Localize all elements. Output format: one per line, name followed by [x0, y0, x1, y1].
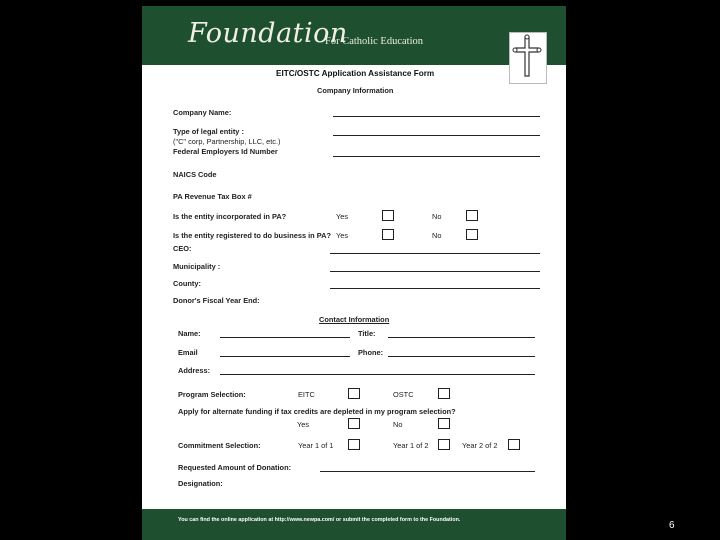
contact-phone-label: Phone:	[358, 348, 384, 357]
incorporated-yes-checkbox[interactable]	[382, 210, 394, 221]
alternate-no-label: No	[393, 420, 403, 429]
form-page	[142, 6, 566, 540]
ostc-label: OSTC	[393, 390, 414, 399]
company-heading: Company Information	[317, 86, 394, 95]
pa-revenue-label: PA Revenue Tax Box #	[173, 192, 252, 201]
ceo-label: CEO:	[173, 244, 192, 253]
year2of2-checkbox[interactable]	[508, 439, 520, 450]
incorporated-no-checkbox[interactable]	[466, 210, 478, 221]
footer-bar	[142, 509, 566, 540]
alternate-no-checkbox[interactable]	[438, 418, 450, 429]
incorporated-label: Is the entity incorporated in PA?	[173, 212, 287, 221]
brand-tagline: For Catholic Education	[325, 36, 423, 47]
county-field[interactable]	[330, 288, 540, 289]
cross-icon	[509, 32, 547, 84]
ceo-field[interactable]	[330, 253, 540, 254]
registered-yes-label: Yes	[336, 231, 349, 240]
fein-label: Federal Employers Id Number	[173, 147, 278, 156]
registered-no-label: No	[432, 231, 442, 240]
legal-entity-field[interactable]	[333, 135, 540, 136]
contact-name-field[interactable]	[220, 337, 350, 338]
fein-field[interactable]	[333, 156, 540, 157]
ostc-checkbox[interactable]	[438, 388, 450, 399]
program-selection-label: Program Selection:	[178, 390, 246, 399]
requested-amount-field[interactable]	[320, 471, 535, 472]
requested-amount-label: Requested Amount of Donation:	[178, 463, 292, 472]
contact-title-field[interactable]	[388, 337, 535, 338]
company-name-field[interactable]	[333, 116, 540, 117]
municipality-label: Municipality :	[173, 262, 221, 271]
contact-address-label: Address:	[178, 366, 211, 375]
registered-yes-checkbox[interactable]	[382, 229, 394, 240]
incorporated-yes-label: Yes	[336, 212, 349, 221]
incorporated-no-label: No	[432, 212, 442, 221]
year2of2-label: Year 2 of 2	[462, 441, 498, 450]
contact-heading: Contact Information	[319, 315, 390, 324]
eitc-checkbox[interactable]	[348, 388, 360, 399]
registered-label: Is the entity registered to do business in PA?	[173, 231, 331, 240]
contact-title-label: Title:	[358, 329, 376, 338]
contact-email-field[interactable]	[220, 356, 350, 357]
municipality-field[interactable]	[330, 271, 540, 272]
alternate-funding-question: Apply for alternate funding if tax credits are depleted in my program selection?	[178, 407, 456, 416]
eitc-label: EITC	[298, 390, 315, 399]
legal-entity-label: Type of legal entity :	[173, 127, 244, 136]
designation-label: Designation:	[178, 479, 223, 488]
footer-text: You can find the online application at http://www.newpa.com/ or submit the completed form to the Foundation.	[178, 517, 461, 523]
brand-logo-text: Foundation	[188, 18, 348, 49]
commitment-selection-label: Commitment Selection:	[178, 441, 261, 450]
alternate-yes-checkbox[interactable]	[348, 418, 360, 429]
page-number: 6	[669, 520, 675, 531]
contact-address-field[interactable]	[220, 374, 535, 375]
year1of1-label: Year 1 of 1	[298, 441, 334, 450]
contact-name-label: Name:	[178, 329, 201, 338]
alternate-yes-label: Yes	[297, 420, 310, 429]
year1of2-label: Year 1 of 2	[393, 441, 429, 450]
legal-entity-hint: ("C" corp, Partnership, LLC, etc.)	[173, 137, 281, 146]
contact-phone-field[interactable]	[388, 356, 535, 357]
naics-label: NAICS Code	[173, 170, 217, 179]
county-label: County:	[173, 279, 201, 288]
year1of1-checkbox[interactable]	[348, 439, 360, 450]
year1of2-checkbox[interactable]	[438, 439, 450, 450]
fiscal-year-label: Donor's Fiscal Year End:	[173, 296, 260, 305]
header-banner	[142, 6, 566, 65]
company-name-label: Company Name:	[173, 108, 232, 117]
form-title: EITC/OSTC Application Assistance Form	[276, 69, 435, 78]
contact-email-label: Email	[178, 348, 198, 357]
registered-no-checkbox[interactable]	[466, 229, 478, 240]
